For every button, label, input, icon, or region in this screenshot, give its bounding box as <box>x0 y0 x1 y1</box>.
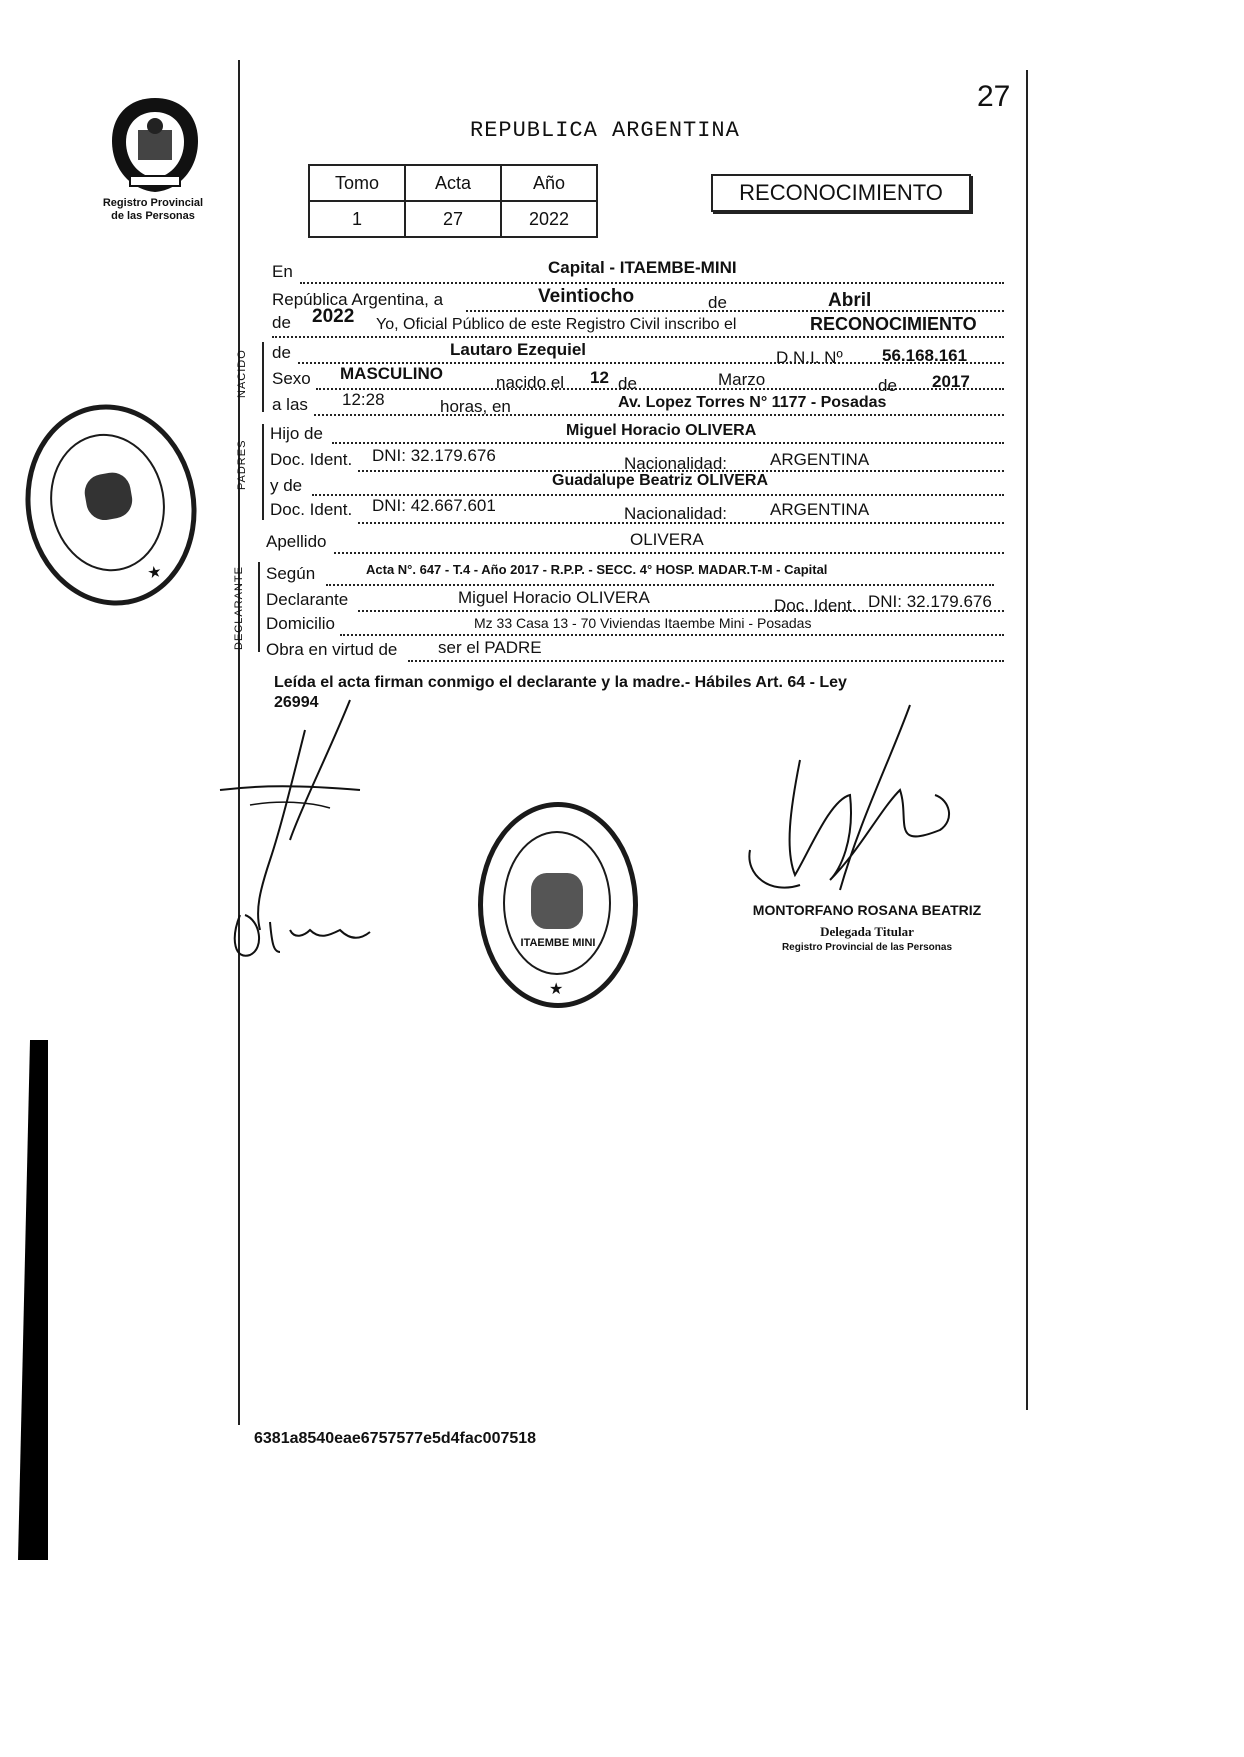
official-block <box>752 902 982 953</box>
row-sexo-dots <box>316 388 1004 390</box>
closing-line-2: 26994 <box>274 694 319 711</box>
nacido-de-label-3: de <box>878 376 897 395</box>
statement-text: Yo, Oficial Público de este Registro Civil inscribo el <box>376 316 737 333</box>
table-value-tomo: 1 <box>309 201 405 237</box>
table-value-acta: 27 <box>405 201 501 237</box>
mother-doc-label: Doc. Ident. <box>270 500 353 519</box>
apellido-label: Apellido <box>266 532 327 551</box>
horas-label: horas, en <box>440 397 511 416</box>
declarante-doc-label: Doc. Ident. <box>774 596 857 615</box>
official-stamp-left <box>10 391 212 619</box>
sexo-label: Sexo <box>272 369 311 388</box>
child-name: Lautaro Ezequiel <box>450 340 587 359</box>
obra-label: Obra en virtud de <box>266 640 398 659</box>
nacido-el-label: nacido el <box>496 373 565 392</box>
official-role: Delegada Titular <box>820 924 914 939</box>
year-value: 2022 <box>312 306 355 327</box>
mother-doc: DNI: 42.667.601 <box>372 496 496 515</box>
table-header-tomo: Tomo <box>309 165 405 201</box>
declarante-value: Miguel Horacio OLIVERA <box>458 588 650 607</box>
de-label: de <box>708 293 727 312</box>
row-domicilio-dots <box>340 634 1004 636</box>
logo-caption <box>92 197 214 223</box>
row-obra-dots <box>408 660 1004 662</box>
star-icon-center: ★ <box>549 981 564 998</box>
mother-name: Guadalupe Beatriz OLIVERA <box>552 472 769 489</box>
en-value: Capital - ITAEMBE-MINI <box>548 258 737 277</box>
birth-day: 12 <box>590 368 609 387</box>
republica-label: República Argentina, a <box>272 290 444 309</box>
table-header-ano: Año <box>501 165 597 201</box>
nacido-section-label: NACIDO <box>236 349 248 398</box>
domicilio-label: Domicilio <box>266 614 335 633</box>
footer-hash: 6381a8540eae6757577e5d4fac007518 <box>254 1430 537 1447</box>
right-margin-line <box>1026 70 1028 1410</box>
declarante-doc: DNI: 32.179.676 <box>868 592 992 611</box>
row-hora-dots <box>314 414 1004 416</box>
stamp-inner-text: ITAEMBE MINI <box>520 937 596 949</box>
en-label: En <box>272 262 293 281</box>
table-header-acta: Acta <box>405 165 501 201</box>
padres-section-label: PADRES <box>236 439 248 490</box>
mother-nationality: ARGENTINA <box>770 500 870 519</box>
table-value-ano: 2022 <box>501 201 597 237</box>
a-las-label: a las <box>272 395 308 414</box>
month-value: Abril <box>828 290 872 311</box>
row-hijo-dots <box>332 442 1004 444</box>
declarant-signature <box>210 690 390 990</box>
official-org: Registro Provincial de las Personas <box>781 942 953 953</box>
birth-time: 12:28 <box>342 390 385 409</box>
logo-caption-line-2: de las Personas <box>111 210 195 222</box>
official-stamp-center <box>478 802 638 1008</box>
page-title: REPUBLICA ARGENTINA <box>470 118 740 143</box>
row-statement-dots <box>272 336 1004 338</box>
father-nationality: ARGENTINA <box>770 450 870 469</box>
obra-value: ser el PADRE <box>438 638 542 657</box>
scan-edge-bar <box>18 1040 48 1560</box>
document-type: RECONOCIMIENTO <box>739 180 943 205</box>
official-name: MONTORFANO ROSANA BEATRIZ <box>752 902 982 918</box>
document-type-box <box>711 174 971 212</box>
father-doc-label: Doc. Ident. <box>270 450 353 469</box>
birth-place: Av. Lopez Torres N° 1177 - Posadas <box>618 394 887 411</box>
declarante-section-label: DECLARANTE <box>233 566 245 650</box>
child-dni: 56.168.161 <box>882 346 968 365</box>
domicilio-value: Mz 33 Casa 13 - 70 Viviendas Itaembe Mini - Posadas <box>474 615 812 631</box>
dni-label: D.N.I. Nº <box>776 348 843 367</box>
birth-month: Marzo <box>718 370 766 389</box>
row-segun-dots <box>326 584 994 586</box>
stamp-emblem-icon-center <box>531 873 583 929</box>
declarante-bracket <box>258 562 260 652</box>
father-name: Miguel Horacio OLIVERA <box>566 422 757 439</box>
father-doc: DNI: 32.179.676 <box>372 446 496 465</box>
father-nac-label: Nacionalidad: <box>624 454 728 473</box>
hijo-label: Hijo de <box>270 424 323 443</box>
shield-emblem-icon <box>110 96 200 194</box>
sexo-value: MASCULINO <box>340 364 443 383</box>
statement-value: RECONOCIMIENTO <box>810 314 977 334</box>
row-apellido-dots <box>334 552 1004 554</box>
star-icon: ★ <box>146 563 164 583</box>
day-value: Veintiocho <box>538 286 635 307</box>
record-table <box>308 164 598 238</box>
declarante-label: Declarante <box>266 590 349 609</box>
birth-year: 2017 <box>932 372 970 391</box>
de2-label: de <box>272 313 291 332</box>
closing-line-1: Leída el acta firman conmigo el declarante y la madre.- Hábiles Art. 64 - Ley <box>274 674 847 691</box>
apellido-value: OLIVERA <box>630 530 704 549</box>
nacido-de-label: de <box>272 343 291 362</box>
y-de-label: y de <box>270 476 303 495</box>
page-number: 27 <box>977 80 1011 113</box>
segun-label: Según <box>266 564 316 583</box>
mother-nac-label: Nacionalidad: <box>624 504 728 523</box>
padres-bracket <box>262 424 264 520</box>
province-logo <box>110 96 200 194</box>
logo-caption-line-1: Registro Provincial <box>102 197 204 209</box>
nacido-bracket <box>262 342 264 412</box>
row-fecha-dots <box>466 310 1004 312</box>
official-signature <box>740 700 960 910</box>
row-en-dots <box>300 282 1004 284</box>
nacido-de-label-2: de <box>618 374 637 393</box>
segun-value: Acta N°. 647 - T.4 - Año 2017 - R.P.P. - SECC. 4° HOSP. MADAR.T-M - Capital <box>366 562 828 577</box>
